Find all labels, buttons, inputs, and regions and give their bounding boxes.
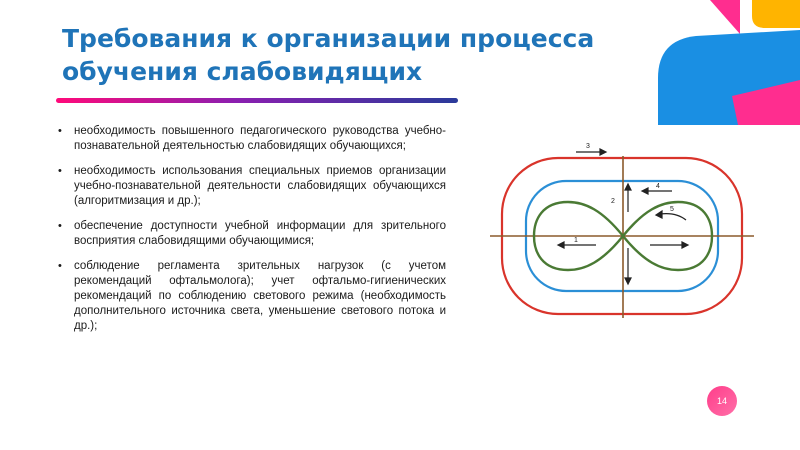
slide-title [62,22,662,88]
arrowhead-5-icon [656,211,662,218]
bullet-text: соблюдение регламента зрительных нагрузок (с учетом рекомендаций офтальмолога); учет офтальмо-гигиенических рекомендаций по соблюдению светового режима (необходимость дополнительного источника света, уменьшение светового потока и др.); [74,260,446,332]
bullet-dot-icon: • [58,260,62,272]
label-4: 4 [656,183,660,190]
arrowhead-1-right-icon [682,242,688,248]
bullet-text: необходимость использования специальных приемов организации учебно-познавательной деятельности слабовидящих обучающихся (алгоритмизация и др.); [74,165,446,207]
deco-yellow-shape [752,0,800,28]
arrowhead-3-icon [600,149,606,155]
bullet-text: обеспечение доступности учебной информации для зрительного восприятия слабовидящими обучающимися; [74,220,446,247]
title-line-1: Требования к организации процесса [62,24,595,53]
arrowhead-1-left-icon [558,242,564,248]
arrow-5-curve [660,214,686,220]
bullet-text: необходимость повышенного педагогического руководства учебно-познавательной деятельностью слабовидящих обучающихся; [74,125,446,152]
arrowhead-2-down-icon [625,278,631,284]
bullet-list [58,124,446,344]
deco-pink-shape [710,0,740,34]
bullet-dot-icon: • [58,165,62,177]
label-3: 3 [586,143,590,150]
title-underline [56,98,458,103]
bullet-dot-icon: • [58,125,62,137]
bullet-item [58,259,446,334]
arrowhead-2-up-icon [625,184,631,190]
corner-decoration-graphic [640,0,800,125]
bullet-dot-icon: • [58,220,62,232]
arrowhead-4-icon [642,188,648,194]
bullet-item [58,164,446,209]
bullet-item [58,219,446,249]
bullet-item [58,124,446,154]
label-2: 2 [611,198,615,205]
page-number-badge: 14 [707,386,737,416]
title-line-2: обучения слабовидящих [62,57,423,86]
label-5: 5 [670,206,674,213]
eye-exercise-diagram [490,138,754,320]
label-1: 1 [574,237,578,244]
